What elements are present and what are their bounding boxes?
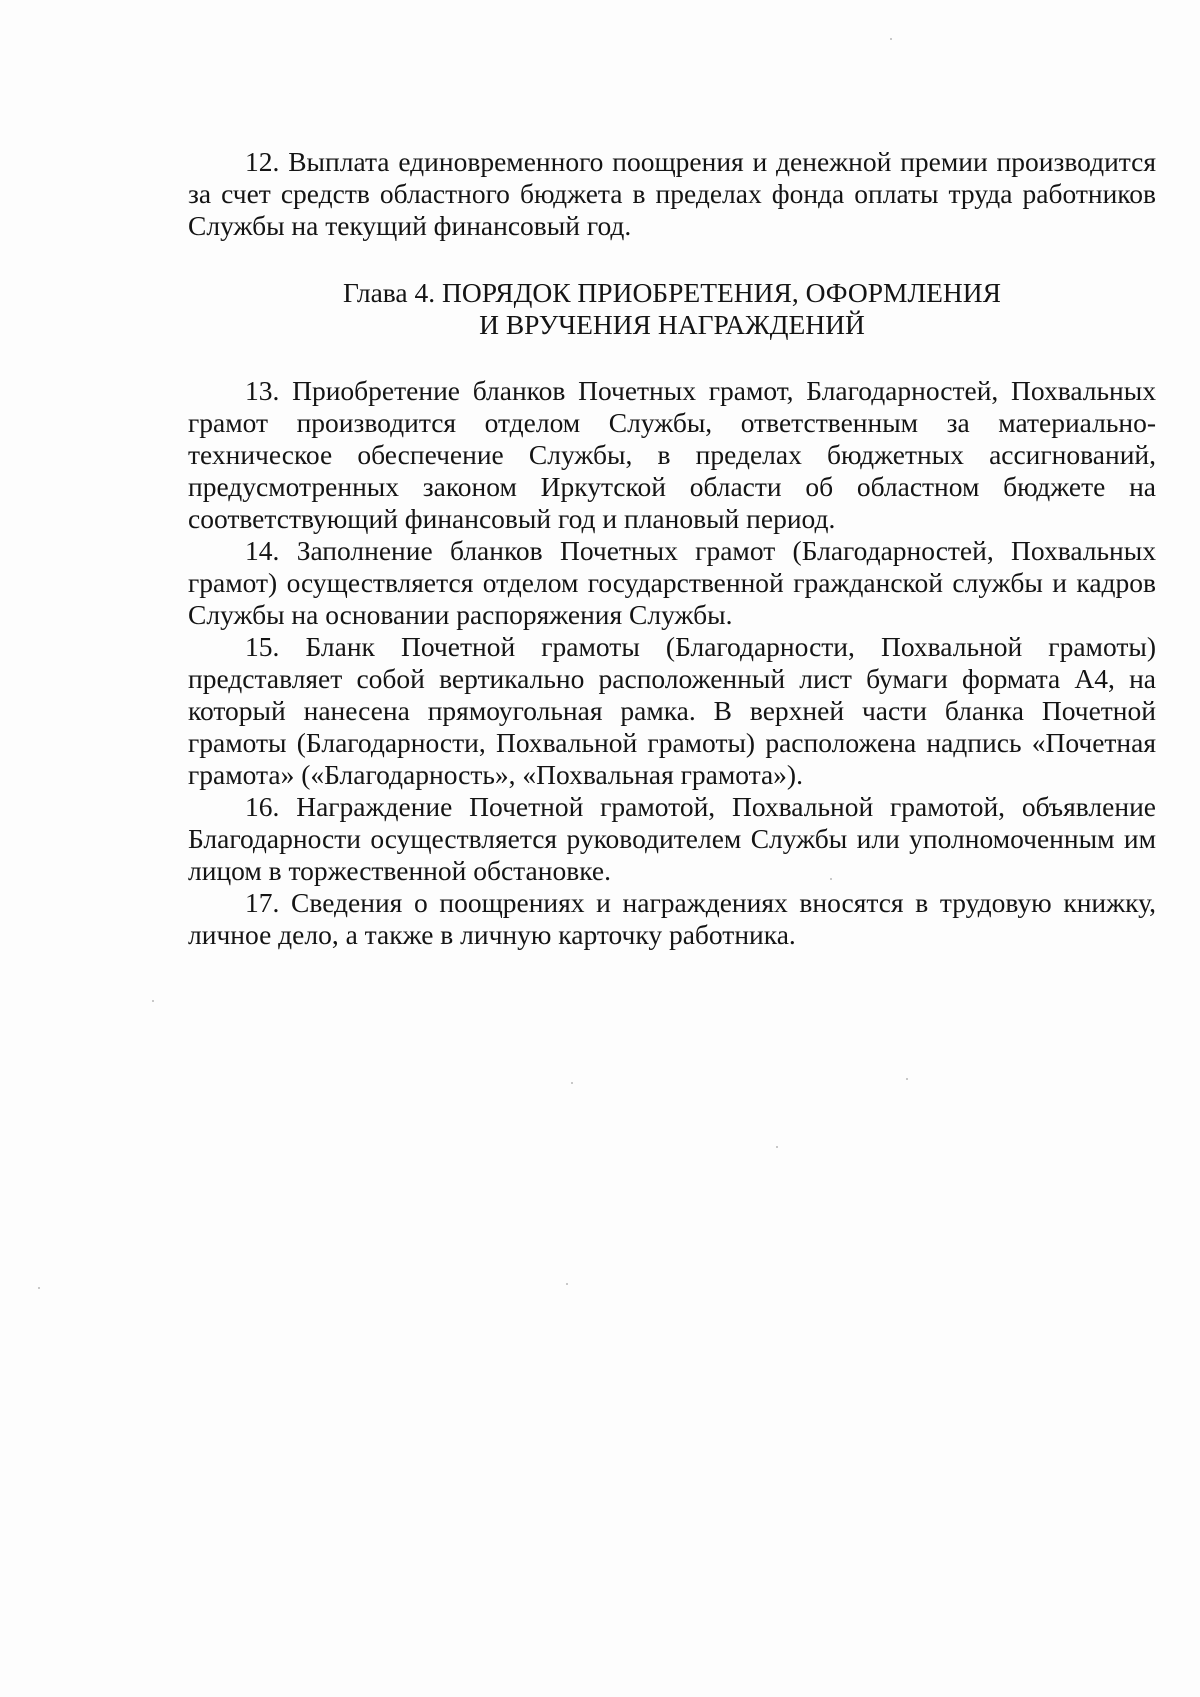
paragraph-16: 16. Награждение Почетной грамотой, Похвальной грамотой, объявление Благодарности осуществляется руководителем Службы или уполномоченным им лицом в торжественной обстановке. (188, 791, 1156, 886)
scan-speck (830, 878, 832, 880)
scan-speck (152, 1000, 154, 1002)
chapter-heading-line-1: Глава 4. ПОРЯДОК ПРИОБРЕТЕНИЯ, ОФОРМЛЕНИЯ (343, 277, 1001, 308)
scan-speck (38, 1287, 40, 1289)
chapter-heading (188, 277, 1156, 341)
paragraph-13: 13. Приобретение бланков Почетных грамот, Благодарностей, Похвальных грамот производится отделом Службы, ответственным за материально-техническое обеспечение Службы, в пределах бюджетных ассигнований, предусмотренных законом Иркутской области об областном бюджете на соответствующий финансовый год и плановый период. (188, 375, 1156, 534)
scan-speck (906, 1078, 908, 1080)
scan-speck (571, 1082, 573, 1084)
paragraph-12: 12. Выплата единовременного поощрения и денежной премии производится за счет средств областного бюджета в пределах фонда оплаты труда работников Службы на текущий финансовый год. (188, 146, 1156, 241)
chapter-heading-line-2: И ВРУЧЕНИЯ НАГРАЖДЕНИЙ (479, 309, 865, 340)
paragraph-14: 14. Заполнение бланков Почетных грамот (Благодарностей, Похвальных грамот) осуществляется отделом государственной гражданской службы и кадров Службы на основании распоряжения Службы. (188, 535, 1156, 630)
document-body (188, 146, 1156, 951)
scan-speck (776, 1146, 778, 1148)
scan-speck (566, 1283, 568, 1285)
paragraph-17: 17. Сведения о поощрениях и награждениях вносятся в трудовую книжку, личное дело, а также в личную карточку работника. (188, 887, 1156, 950)
paragraph-15: 15. Бланк Почетной грамоты (Благодарности, Похвальной грамоты) представляет собой вертикально расположенный лист бумаги формата А4, на который нанесена прямоугольная рамка. В верхней части бланка Почетной грамоты (Благодарности, Похвальной грамоты) расположена надпись «Почетная грамота» («Благодарность», «Похвальная грамота»). (188, 631, 1156, 790)
scan-speck (890, 38, 892, 40)
